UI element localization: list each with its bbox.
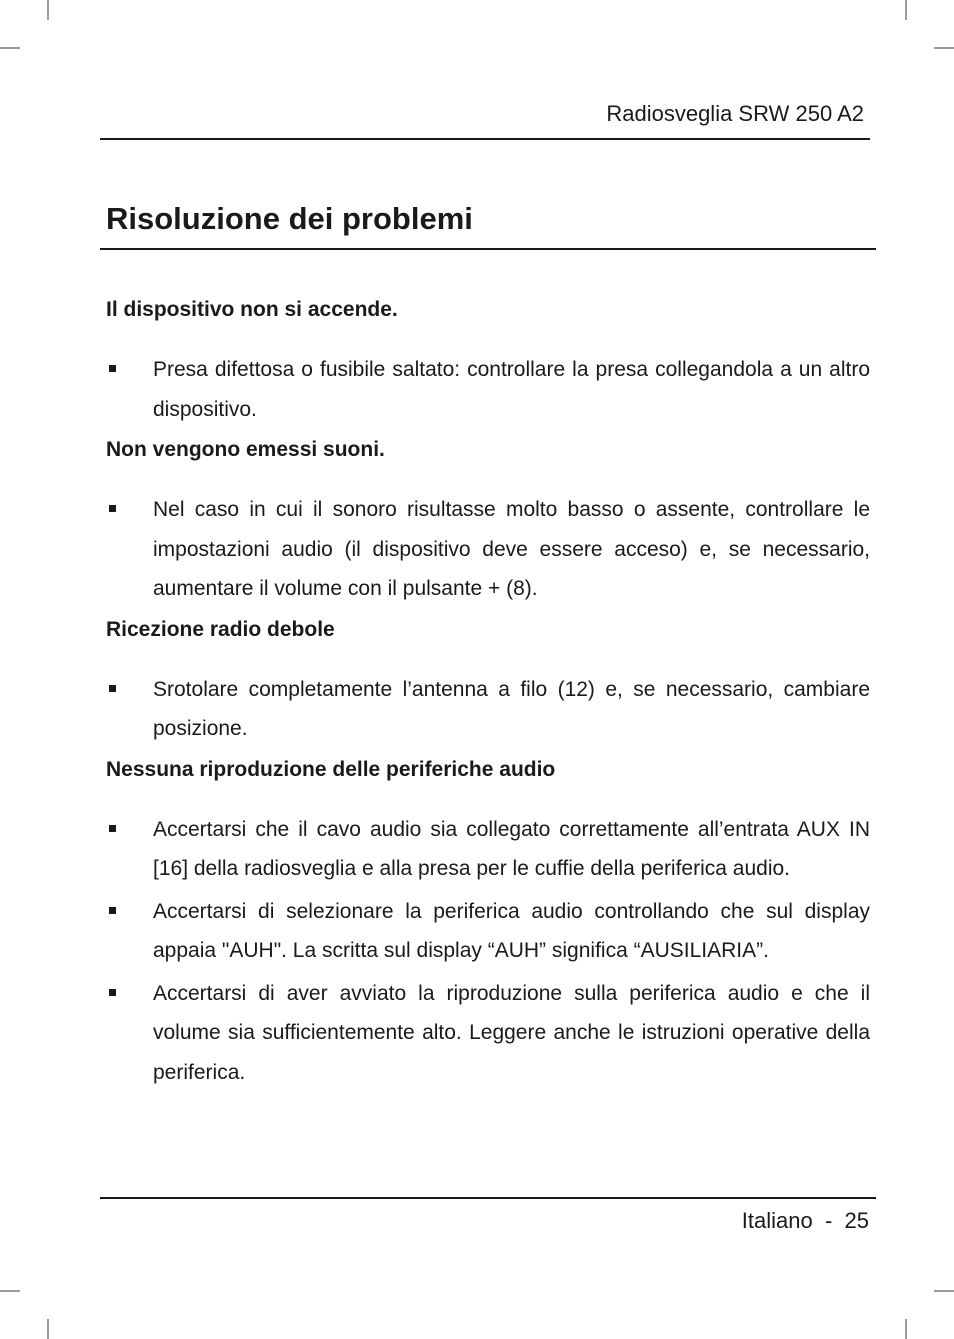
solution-text: Presa difettosa o fusibile saltato: controllare la presa collegandola a un altro dispositivo.	[153, 358, 870, 421]
section-title-rule	[100, 248, 876, 250]
crop-mark	[47, 1319, 49, 1339]
problem-heading: Nessuna riproduzione delle periferiche audio	[106, 757, 556, 781]
solution-text: Srotolare completamente l’antenna a filo (12) e, se necessario, cambiare posizione.	[153, 677, 870, 740]
solution-list	[106, 670, 870, 749]
crop-mark	[934, 1290, 954, 1292]
solution-item	[106, 490, 870, 609]
footer-language: Italiano	[741, 1208, 813, 1233]
footer-rule	[100, 1197, 876, 1199]
square-bullet-icon	[109, 685, 116, 692]
solution-text: Accertarsi che il cavo audio sia collegato correttamente all’entrata AUX IN [16] della radiosveglia e alla presa per le cuffie della periferica audio.	[153, 817, 870, 880]
crop-mark	[0, 47, 20, 49]
solution-item	[106, 670, 870, 749]
header-rule	[100, 138, 870, 140]
solution-item	[106, 350, 870, 429]
problem-heading: Ricezione radio debole	[106, 617, 335, 641]
square-bullet-icon	[109, 907, 116, 914]
square-bullet-icon	[109, 989, 116, 996]
footer-separator: -	[824, 1208, 833, 1233]
solution-text: Accertarsi di selezionare la periferica audio controllando che sul display appaia "AUH". La scritta sul display “AUH” significa “AUSILIARIA”.	[153, 899, 870, 962]
crop-mark	[0, 1290, 20, 1292]
problem-heading: Non vengono emessi suoni.	[106, 438, 385, 461]
page-number: 25	[844, 1208, 869, 1233]
problem-heading: Il dispositivo non si accende.	[106, 298, 398, 321]
square-bullet-icon	[109, 825, 116, 832]
solution-list	[106, 490, 870, 609]
troubleshooting-list	[106, 292, 870, 1095]
crop-mark	[905, 0, 907, 20]
solution-item	[106, 974, 870, 1093]
crop-mark	[905, 1319, 907, 1339]
square-bullet-icon	[109, 505, 116, 512]
solution-item	[106, 810, 870, 889]
running-header-title: Radiosveglia SRW 250 A2	[606, 101, 864, 126]
page-footer	[742, 1206, 869, 1236]
square-bullet-icon	[109, 365, 116, 372]
solution-text: Nel caso in cui il sonoro risultasse molto basso o assente, controllare le impostazioni audio (il dispositivo deve essere acceso) e, se necessario, aumentare il volume con il pulsante + (8).	[153, 498, 870, 600]
crop-mark	[47, 0, 49, 20]
solution-item	[106, 892, 870, 971]
solution-list	[106, 350, 870, 429]
solution-text: Accertarsi di aver avviato la riproduzione sulla periferica audio e che il volume sia sufficientemente alto. Leggere anche le istruzioni operative della periferica.	[153, 981, 870, 1084]
crop-mark	[934, 47, 954, 49]
solution-list	[106, 810, 870, 1093]
section-title: Risoluzione dei problemi	[106, 201, 473, 236]
